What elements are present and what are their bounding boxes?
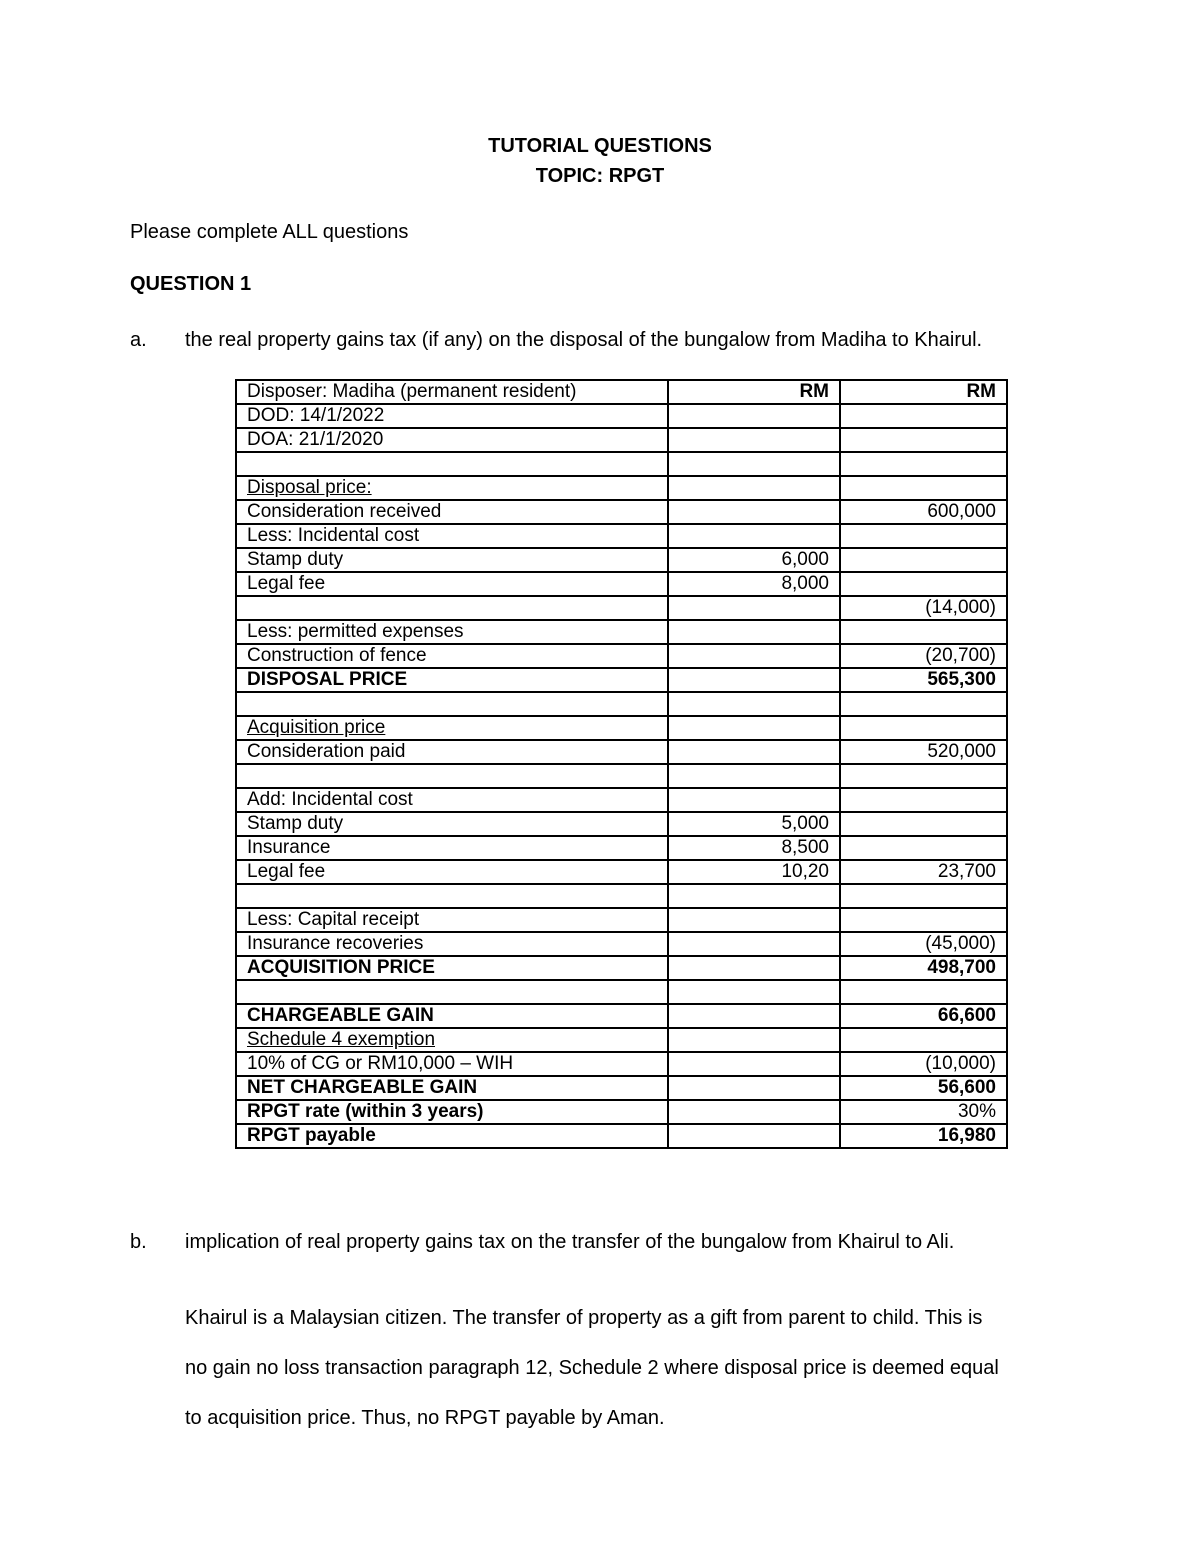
table-cell-label: RPGT rate (within 3 years) [236,1100,668,1124]
table-cell-col1 [668,980,840,1004]
document-title: TUTORIAL QUESTIONS [488,135,712,157]
table-cell-label: Acquisition price [236,716,668,740]
table-cell-col2 [840,884,1007,908]
table-cell-label: Construction of fence [236,644,668,668]
table-cell-col2: 30% [840,1100,1007,1124]
table-row [236,1028,1007,1052]
table-cell-label: Legal fee [236,572,668,596]
table-cell-col2: 23,700 [840,860,1007,884]
table-cell-col1 [668,644,840,668]
table-cell-label: DOA: 21/1/2020 [236,428,668,452]
table-cell-label: Less: permitted expenses [236,620,668,644]
table-cell-col2 [840,836,1007,860]
table-cell-label: Disposal price: [236,476,668,500]
table-cell-col2 [840,788,1007,812]
table-cell-col1 [668,404,840,428]
table-cell-label: Consideration received [236,500,668,524]
table-row [236,548,1007,572]
table-cell-label: DOD: 14/1/2022 [236,404,668,428]
table-row [236,380,1007,404]
rpgt-computation-table [235,379,1008,1149]
table-row [236,404,1007,428]
table-row [236,596,1007,620]
table-cell-col1 [668,1004,840,1028]
table-cell-label [236,764,668,788]
table-cell-col2: (14,000) [840,596,1007,620]
table-row [236,788,1007,812]
table-cell-col2: 56,600 [840,1076,1007,1100]
table-cell-col2: (10,000) [840,1052,1007,1076]
table-cell-label [236,692,668,716]
table-cell-col1 [668,1124,840,1148]
table-cell-label: Stamp duty [236,812,668,836]
table-cell-label: NET CHARGEABLE GAIN [236,1076,668,1100]
table-cell-col1 [668,764,840,788]
table-cell-col1 [668,452,840,476]
table-cell-col2 [840,812,1007,836]
part-b-text: implication of real property gains tax on the transfer of the bungalow from Khairul to Ali. [185,1231,955,1253]
table-cell-col2 [840,452,1007,476]
table-cell-col1 [668,908,840,932]
table-row [236,980,1007,1004]
table-row [236,740,1007,764]
table-cell-label: ACQUISITION PRICE [236,956,668,980]
table-cell-col2 [840,620,1007,644]
table-row [236,812,1007,836]
answer-line: to acquisition price. Thus, no RPGT payable by Aman. [185,1407,665,1429]
table-row [236,1004,1007,1028]
question-heading: QUESTION 1 [130,273,252,295]
table-cell-col1 [668,476,840,500]
table-cell-col1 [668,716,840,740]
part-b-answer [185,1281,1085,1456]
table-cell-label [236,980,668,1004]
table-row [236,620,1007,644]
table-row [236,932,1007,956]
table-cell-col1 [668,788,840,812]
table-cell-label: RPGT payable [236,1124,668,1148]
table-cell-col2 [840,764,1007,788]
table-cell-label: Add: Incidental cost [236,788,668,812]
table-cell-label [236,452,668,476]
instruction-text: Please complete ALL questions [130,221,409,243]
table-cell-label: Insurance [236,836,668,860]
table-cell-col1 [668,1052,840,1076]
table-cell-col1: RM [668,380,840,404]
part-b-marker: b. [130,1231,147,1253]
table-cell-col1: 8,500 [668,836,840,860]
table-row [236,1100,1007,1124]
table-cell-col2: 66,600 [840,1004,1007,1028]
answer-line: Khairul is a Malaysian citizen. The transfer of property as a gift from parent to child. This is [185,1307,983,1329]
table-cell-col1 [668,524,840,548]
table-cell-label: Schedule 4 exemption [236,1028,668,1052]
table-row [236,956,1007,980]
table-row [236,716,1007,740]
table-cell-col1 [668,596,840,620]
table-cell-col1 [668,428,840,452]
table-cell-label: Legal fee [236,860,668,884]
table-cell-col1 [668,884,840,908]
table-cell-label: DISPOSAL PRICE [236,668,668,692]
table-cell-col2 [840,524,1007,548]
table-cell-col2 [840,404,1007,428]
table-cell-col1 [668,1076,840,1100]
table-cell-col1 [668,692,840,716]
table-cell-col2 [840,980,1007,1004]
table-cell-col1: 10,20 [668,860,840,884]
table-row [236,644,1007,668]
table-row [236,1124,1007,1148]
table-row [236,428,1007,452]
table-cell-label [236,596,668,620]
table-cell-col1 [668,1028,840,1052]
document-topic: TOPIC: RPGT [535,165,665,187]
table-cell-col2: 16,980 [840,1124,1007,1148]
table-row [236,764,1007,788]
table-cell-col2: RM [840,380,1007,404]
table-cell-col1: 6,000 [668,548,840,572]
table-row [236,884,1007,908]
table-cell-col2: 498,700 [840,956,1007,980]
table-cell-col2: (20,700) [840,644,1007,668]
table-cell-col1: 5,000 [668,812,840,836]
table-cell-label: 10% of CG or RM10,000 – WIH [236,1052,668,1076]
table-row [236,1076,1007,1100]
table-cell-col1 [668,740,840,764]
part-a-text: the real property gains tax (if any) on the disposal of the bungalow from Madiha to Khairul. [185,329,983,351]
table-cell-label: Stamp duty [236,548,668,572]
table-cell-col2: (45,000) [840,932,1007,956]
table-cell-col2 [840,716,1007,740]
answer-line: no gain no loss transaction paragraph 12, Schedule 2 where disposal price is deemed equal [185,1357,999,1379]
table-cell-col1 [668,500,840,524]
table-cell-col1 [668,932,840,956]
table-cell-label: CHARGEABLE GAIN [236,1004,668,1028]
table-cell-label: Less: Incidental cost [236,524,668,548]
table-row [236,476,1007,500]
table-row [236,860,1007,884]
table-cell-col2 [840,572,1007,596]
table-cell-col2 [840,476,1007,500]
table-cell-col2: 600,000 [840,500,1007,524]
table-cell-label: Consideration paid [236,740,668,764]
table-cell-col1 [668,620,840,644]
table-cell-col1: 8,000 [668,572,840,596]
table-cell-col2 [840,548,1007,572]
table-cell-col2 [840,908,1007,932]
table-row [236,668,1007,692]
table-cell-label: Less: Capital receipt [236,908,668,932]
table-row [236,452,1007,476]
table-row [236,836,1007,860]
table-cell-col2: 565,300 [840,668,1007,692]
table-cell-col1 [668,668,840,692]
table-row [236,500,1007,524]
part-a-marker: a. [130,329,147,351]
table-cell-label: Insurance recoveries [236,932,668,956]
table-cell-col1 [668,956,840,980]
table-cell-col1 [668,1100,840,1124]
table-row [236,572,1007,596]
table-cell-label [236,884,668,908]
table-row [236,1052,1007,1076]
table-row [236,908,1007,932]
table-row [236,524,1007,548]
table-cell-col2 [840,692,1007,716]
table-row [236,692,1007,716]
table-cell-col2: 520,000 [840,740,1007,764]
table-cell-col2 [840,428,1007,452]
table-cell-label: Disposer: Madiha (permanent resident) [236,380,668,404]
table-cell-col2 [840,1028,1007,1052]
